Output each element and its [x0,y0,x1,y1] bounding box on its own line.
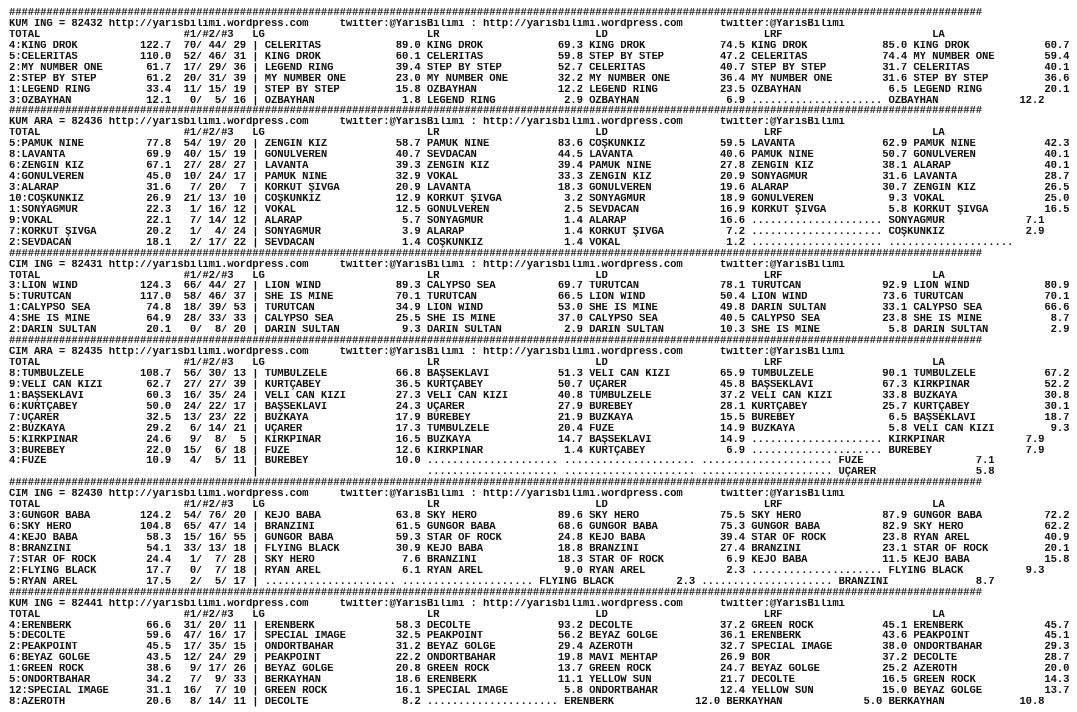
separator-line: ############################################################################################################################################################ [9,248,983,260]
section-header: KUM ARA = 82436 http://yarisbilimi.wordpress.com twitter:@YarisBilimi : http://yarisbilimi.wordpress.com twitter:@YarisBilimi [9,117,845,129]
column-headers: TOTAL #1/#2/#3 LG LR LD LRF LA [9,128,945,140]
table-row: 6:ZENGİN KIZ 67.1 27/ 28/ 27 | LAVANTA 39.3 ZENGİN KIZ 39.4 PAMUK NİNE 27.8 ZENGİN KIZ 38.1 ALARAP 40.1 [9,161,1070,173]
table-row: 1:GREEN ROCK 38.6 9/ 17/ 26 | BEYAZ GÖLGE 20.8 GREEN ROCK 13.7 GREEN ROCK 24.7 BEYAZ GÖLGE 25.2 AZEROTH 20.0 [9,664,1070,676]
table-row: 4:ERENBERK 66.6 31/ 20/ 11 | ERENBERK 58.3 DECOLTE 93.2 DECOLTE 37.2 GREEN ROCK 45.1 ERENBERK 45.7 [9,620,1070,632]
table-row: 2:STEP BY STEP 61.2 20/ 31/ 39 | MY NUMBER ONE 23.0 MY NUMBER ONE 32.2 MY NUMBER ONE 36.4 MY NUMBER ONE 31.6 STEP BY STEP 36.6 [9,73,1070,85]
table-row: 5:KIRKPINAR 24.6 9/ 8/ 5 | KIRKPINAR 16.5 BUZKAYA 14.7 BAŞSEKLAVİ 14.9 ..................... KIRKPINAR 7.9 [9,434,1045,446]
section-header: KUM ING = 82441 http://yarisbilimi.wordpress.com twitter:@YarisBilimi : http://yarisbilimi.wordpress.com twitter:@YarisBilimi [9,598,845,610]
separator-line: ############################################################################################################################################################ [9,336,983,348]
table-row: 6:KURTÇABEY 50.0 24/ 22/ 17 | BAŞSEKLAVİ 24.3 UÇARER 27.9 BÜREBEY 28.1 KURTÇABEY 25.7 KURTÇABEY 30.1 [9,401,1070,413]
separator-line: ############################################################################################################################################################ [9,106,983,118]
table-row: 2:PEAKPOINT 45.5 17/ 35/ 15 | ONDÖRTBAHAR 31.2 BEYAZ GÖLGE 29.4 AZEROTH 32.7 SPECIAL IMAGE 38.0 ONDÖRTBAHAR 29.3 [9,642,1070,654]
table-row: 3:ÖZBAYHAN 12.1 0/ 5/ 16 | ÖZBAYHAN 1.8 LEGEND RING 2.9 ÖZBAYHAN 6.9 ..................... ÖZBAYHAN 12.2 [9,95,1045,107]
table-row: 2:SEVDACAN 18.1 2/ 17/ 22 | SEVDACAN 1.4 COŞKUNKIZ 1.4 VOKAL 1.2 ..................... .................... [9,237,1014,249]
separator-line: ############################################################################################################################################################ [9,478,983,490]
table-row: 5:CELERITAS 110.0 52/ 46/ 31 | KING DROK 60.1 CELERITAS 59.8 STEP BY STEP 47.2 CELERITAS 74.4 MY NUMBER ONE 59.4 [9,51,1070,63]
table-row: 2:DARIN SULTAN 20.1 0/ 8/ 20 | DARIN SULTAN 9.3 DARIN SULTAN 2.9 DARIN SULTAN 10.3 SHE IS MINE 5.8 DARIN SULTAN 2.9 [9,325,1070,337]
table-row: 1:LEGEND RING 33.4 11/ 15/ 19 | STEP BY STEP 15.8 ÖZBAYHAN 12.2 LEGEND RING 23.5 ÖZBAYHAN 6.5 LEGEND RING 20.1 [9,84,1070,96]
section-header: CIM ING = 82430 http://yarisbilimi.wordpress.com twitter:@YarisBilimi : http://yarisbilimi.wordpress.com twitter:@YarisBilimi [9,489,845,501]
table-row: 12:SPECIAL IMAGE 31.1 16/ 7/ 10 | GREEN ROCK 16.1 SPECIAL IMAGE 5.8 ONDÖRTBAHAR 12.4 YELLOW SUN 15.0 BEYAZ GÖLGE 13.7 [9,686,1070,698]
table-row: 4:KING DROK 122.7 70/ 44/ 29 | CELERITAS 89.0 KING DROK 69.3 KING DROK 74.5 KING DROK 85.0 KING DROK 60.7 [9,40,1070,52]
race-analysis-document [9,8,1077,712]
column-headers: TOTAL #1/#2/#3 LG LR LD LRF LA [9,358,945,369]
table-row: 1:CALYPSO SEA 74.8 18/ 39/ 53 | TÜRÜTCAN 34.9 LION WIND 53.0 SHE IS MINE 49.8 DARIN SULTAN 33.1 CALYPSO SEA 66.6 [9,303,1070,315]
table-row: 8:AZEROTH 20.6 8/ 14/ 11 | DECOLTE 8.2 ..................... ERENBERK 12.0 BERKAYHAN 5.0 BERKAYHAN 10.8 [9,697,1045,708]
table-row: 5:DECOLTE 59.6 47/ 16/ 17 | SPECIAL IMAGE 32.5 PEAKPOINT 56.2 BEYAZ GÖLGE 36.1 ERENBERK 43.6 PEAKPOINT 45.1 [9,631,1070,643]
table-row: 8:LAVANTA 69.9 40/ 15/ 19 | GÖNÜLVEREN 40.7 SEVDACAN 44.5 LAVANTA 40.6 PAMUK NİNE 50.7 GÖNÜLVEREN 40.1 [9,150,1070,162]
table-row: 4:FÜZE 10.9 4/ 5/ 11 | BÜREBEY 10.0 ..................... ..................... ..................... FÜZE 7.1 [9,456,995,468]
table-row: 8:TUMBULZELE 108.7 56/ 30/ 13 | TUMBULZELE 66.8 BAŞSEKLAVİ 51.3 VELİ CAN KIZI 65.9 TUMBULZELE 90.1 TUMBULZELE 67.2 [9,368,1070,380]
separator-line: ############################################################################################################################################################ [9,587,983,599]
table-row: 5:RYAN AREL 17.5 2/ 5/ 17 | ..................... ..................... FLYING BLACK 2.3 ..................... BRANZINI 8.7 [9,576,995,588]
table-row: 5:PAMUK NİNE 77.8 54/ 19/ 20 | ZENGİN KIZ 58.7 PAMUK NİNE 83.6 COŞKUNKIZ 59.5 LAVANTA 62.9 PAMUK NİNE 42.3 [9,139,1070,151]
table-row: 5:TÜRÜTCAN 117.0 58/ 46/ 37 | SHE IS MINE 70.1 TÜRÜTCAN 66.5 LION WIND 50.4 LION WIND 73.6 TÜRÜTCAN 70.1 [9,292,1070,304]
section-header: CIM ARA = 82435 http://yarisbilimi.wordpress.com twitter:@YarisBilimi : http://yarisbilimi.wordpress.com twitter:@YarisBilimi [9,347,845,358]
table-row: 6:BEYAZ GÖLGE 43.5 12/ 24/ 29 | PEAKPOINT 22.2 ONDÖRTBAHAR 19.8 MAVİ MEHTAP 26.9 BOR 37.2 DECOLTE 28.7 [9,653,1070,665]
table-row: 2:FLYING BLACK 17.7 0/ 7/ 18 | RYAN AREL 6.1 RYAN AREL 9.0 RYAN AREL 2.3 ..................... FLYING BLACK 9.3 [9,565,1045,577]
table-row: 3:ALARAP 31.6 7/ 20/ 7 | KORKUT ŞIVGA 20.9 LAVANTA 18.3 GÖNÜLVEREN 19.6 ALARAP 30.7 ZENGİN KIZ 26.5 [9,183,1070,194]
table-row: 2:MY NUMBER ONE 61.7 17/ 29/ 36 | LEGEND RING 39.4 STEP BY STEP 52.7 CELERITAS 40.7 STEP BY STEP 31.7 CELERITAS 40.1 [9,62,1070,74]
separator-line: ############################################################################################################################################################ [9,8,983,19]
table-row: 7:STAR OF ROCK 24.4 1/ 7/ 28 | SKY HERO 7.6 BRANZINI 18.3 STAR OF ROCK 6.9 KEJO BABA 11.5 KEJO BABA 15.8 [9,554,1070,566]
table-row: 7:UÇARER 32.5 13/ 23/ 22 | BUZKAYA 17.9 BÜREBEY 21.9 BUZKAYA 15.5 BÜREBEY 6.5 BAŞSEKLAVİ 18.7 [9,412,1070,424]
table-row: | ..................... ..................... ..................... UÇARER 5.8 [9,467,995,479]
table-row: 6:SKY HERO 104.8 65/ 47/ 14 | BRANZINI 61.5 GÜNGÖR BABA 68.6 GÜNGÖR BABA 75.3 GÜNGÖR BABA 82.9 SKY HERO 62.2 [9,522,1070,533]
section-header: KUM ING = 82432 http://yarisbilimi.wordpress.com twitter:@YarisBilimi : http://yarisbilimi.wordpress.com twitter:@YarisBilimi [9,18,845,30]
table-row: 4:SHE IS MINE 64.9 28/ 33/ 33 | CALYPSO SEA 25.5 SHE IS MINE 37.0 CALYPSO SEA 40.5 CALYPSO SEA 23.8 SHE IS MINE 8.7 [9,314,1070,326]
table-row: 8:BRANZINI 54.1 33/ 13/ 18 | FLYING BLACK 30.9 KEJO BABA 18.8 BRANZINI 27.4 BRANZINI 23.1 STAR OF ROCK 20.1 [9,543,1070,555]
section-header: CIM ING = 82431 http://yarisbilimi.wordpress.com twitter:@YarisBilimi : http://yarisbilimi.wordpress.com twitter:@YarisBilimi [9,259,845,271]
column-headers: TOTAL #1/#2/#3 LG LR LD LRF LA [9,270,945,282]
table-row: 2:BUZKAYA 29.2 6/ 14/ 21 | UÇARER 17.3 TUMBULZELE 20.4 FÜZE 14.9 BUZKAYA 5.8 VELİ CAN KIZI 9.3 [9,423,1070,435]
table-row: 1:BAŞSEKLAVİ 60.3 16/ 35/ 24 | VELİ CAN KIZI 27.3 VELİ CAN KIZI 40.8 TUMBULZELE 37.2 VELİ CAN KIZI 33.8 BUZKAYA 30.8 [9,390,1070,402]
table-row: 3:LION WIND 124.3 66/ 44/ 27 | LION WIND 89.3 CALYPSO SEA 69.7 TÜRÜTCAN 78.1 TÜRÜTCAN 92.9 LION WIND 80.9 [9,281,1070,293]
table-row: 7:KORKUT ŞIVGA 20.2 1/ 4/ 24 | SONYAĞMUR 3.9 ALARAP 1.4 KORKUT ŞIVGA 7.2 ..................... COŞKUNKIZ 2.9 [9,226,1045,238]
table-row: 4:GÖNÜLVEREN 45.0 10/ 24/ 17 | PAMUK NİNE 32.9 VOKAL 33.3 ZENGİN KIZ 20.9 SONYAĞMUR 31.6 LAVANTA 28.7 [9,172,1070,183]
column-headers: TOTAL #1/#2/#3 LG LR LD LRF LA [9,609,945,621]
table-row: 4:KEJO BABA 58.3 15/ 16/ 55 | GÜNGÖR BABA 59.3 STAR OF ROCK 24.8 KEJO BABA 39.4 STAR OF ROCK 23.8 RYAN AREL 40.9 [9,533,1070,544]
table-row: 1:SONYAĞMUR 22.3 1/ 16/ 12 | VOKAL 12.5 GÖNÜLVEREN 2.5 SEVDACAN 16.9 KORKUT ŞIVGA 5.8 KORKUT ŞIVGA 16.5 [9,204,1070,216]
table-row: 3:GÜNGÖR BABA 124.2 54/ 76/ 20 | KEJO BABA 63.8 SKY HERO 89.6 SKY HERO 75.5 SKY HERO 87.9 GÜNGÖR BABA 72.2 [9,511,1070,523]
table-row: 10:COŞKUNKIZ 26.9 21/ 13/ 10 | COŞKUNKIZ 12.9 KORKUT ŞIVGA 3.2 SONYAĞMUR 18.9 GÖNÜLVEREN 9.3 VOKAL 25.0 [9,193,1070,205]
table-row: 5:ONDÖRTBAHAR 34.2 7/ 9/ 33 | BERKAYHAN 18.6 ERENBERK 11.1 YELLOW SUN 21.7 DECOLTE 16.5 GREEN ROCK 14.3 [9,675,1070,687]
table-row: 3:BÜREBEY 22.0 15/ 6/ 18 | FÜZE 12.6 KIRKPINAR 1.4 KURTÇABEY 6.9 ..................... BÜREBEY 7.9 [9,445,1045,457]
table-row: 9:VELİ CAN KIZI 62.7 27/ 27/ 39 | KURTÇABEY 36.5 KURTÇABEY 50.7 UÇARER 45.8 BAŞSEKLAVİ 67.3 KIRKPINAR 52.2 [9,379,1070,391]
column-headers: TOTAL #1/#2/#3 LG LR LD LRF LA [9,500,945,512]
table-row: 9:VOKAL 22.1 7/ 14/ 12 | ALARAP 5.7 SONYAĞMUR 1.4 ALARAP 16.6 ..................... SONYAĞMUR 7.1 [9,215,1045,227]
column-headers: TOTAL #1/#2/#3 LG LR LD LRF LA [9,29,945,41]
